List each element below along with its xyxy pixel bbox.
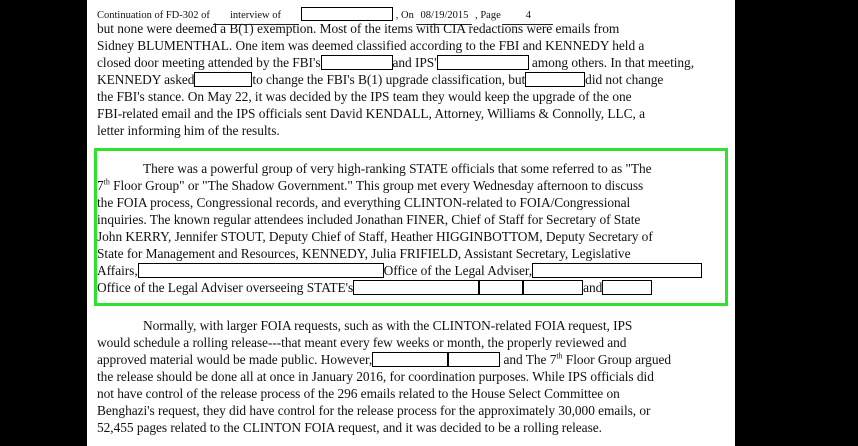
- p2-line-6: State for Management and Resources, KENNEDY, Julia FRIFIELD, Assistant Secretary, Legislative: [97, 246, 631, 261]
- p1-line-1: but none were deemed a B(1) exemption. Most of the items with CIA redactions were emails from: [97, 21, 620, 36]
- p1-line-2: Sidney BLUMENTHAL. One item was deemed classified according to the FBI and KENNEDY held a: [97, 38, 645, 53]
- p3-line-1: Normally, with larger FOIA requests, such as with the CLINTON-related FOIA request, IPS: [143, 318, 633, 333]
- p1-line-4: KENNEDY asked to change the FBI's B(1) upgrade classification, but did not change: [97, 72, 664, 87]
- p2-line-5: John KERRY, Jennifer STOUT, Deputy Chief of Staff, Heather HIGGINBOTTOM, Deputy Secretary of: [97, 229, 653, 244]
- p1-line-7: letter informing him of the results.: [97, 123, 280, 138]
- p1-line-5: the FBI's stance. On May 22, it was decided by the IPS team they would keep the upgrade of the one: [97, 89, 632, 104]
- p2-line-7: Affairs, Office of the Legal Adviser,: [97, 263, 702, 279]
- redaction-box: [372, 352, 448, 367]
- redaction-box: [525, 72, 585, 87]
- document-page: [87, 0, 735, 446]
- redaction-box: [194, 72, 252, 87]
- p3-line-5: not have control of the release process of the 296 emails related to the House Select Committee on: [97, 386, 620, 401]
- p3-line-2: would schedule a rolling release---that meant every few weeks or month, the properly reviewed and: [97, 335, 627, 350]
- p2-line-1: There was a powerful group of very high-ranking STATE officials that some referred to as "The: [143, 161, 652, 176]
- p1-line-6: FBI-related email and the IPS officials sent David KENDALL, Attorney, Williams & Connolly, LLC, a: [97, 106, 645, 121]
- p3-line-6: Benghazi's request, they did have control for the release process for the approximately 30,000 emails, or: [97, 403, 651, 418]
- date-field: 08/19/2015: [416, 8, 472, 25]
- p3-line-4: the release should be done all at once in January 2016, for coordination purposes. While IPS officials did: [97, 369, 654, 384]
- subject-field: interview of: [213, 8, 299, 25]
- page-number-field: 4: [503, 8, 553, 25]
- form-header: Continuation of FD-302 of interview of , On 08/19/2015 , Page 4: [97, 7, 553, 25]
- p1-line-3: closed door meeting attended by the FBI's and IPS' among others. In that meeting,: [97, 55, 694, 70]
- p2-line-2: 7th Floor Group" or "The Shadow Government." This group met every Wednesday afternoon to discuss: [97, 177, 644, 193]
- p2-line-3: the FOIA process, Congressional records, and everything CLINTON-related to FOIA/Congressional: [97, 195, 631, 210]
- p2-line-8: Office of the Legal Adviser overseeing STATE's and: [97, 280, 652, 296]
- p3-line-7: 52,455 pages related to the CLINTON FOIA request, and it was decided to be a rolling release.: [97, 420, 602, 435]
- redaction-box: [437, 55, 529, 70]
- redaction-box: [321, 55, 393, 70]
- p2-line-4: inquiries. The known regular attendees included Jonathan FINER, Chief of Staff for Secretary of State: [97, 212, 641, 227]
- redaction-box: [301, 7, 393, 21]
- redaction-box: [448, 352, 500, 367]
- highlight-box: [94, 148, 728, 306]
- p3-line-3: approved material would be made public. However, and The 7th Floor Group argued: [97, 351, 672, 367]
